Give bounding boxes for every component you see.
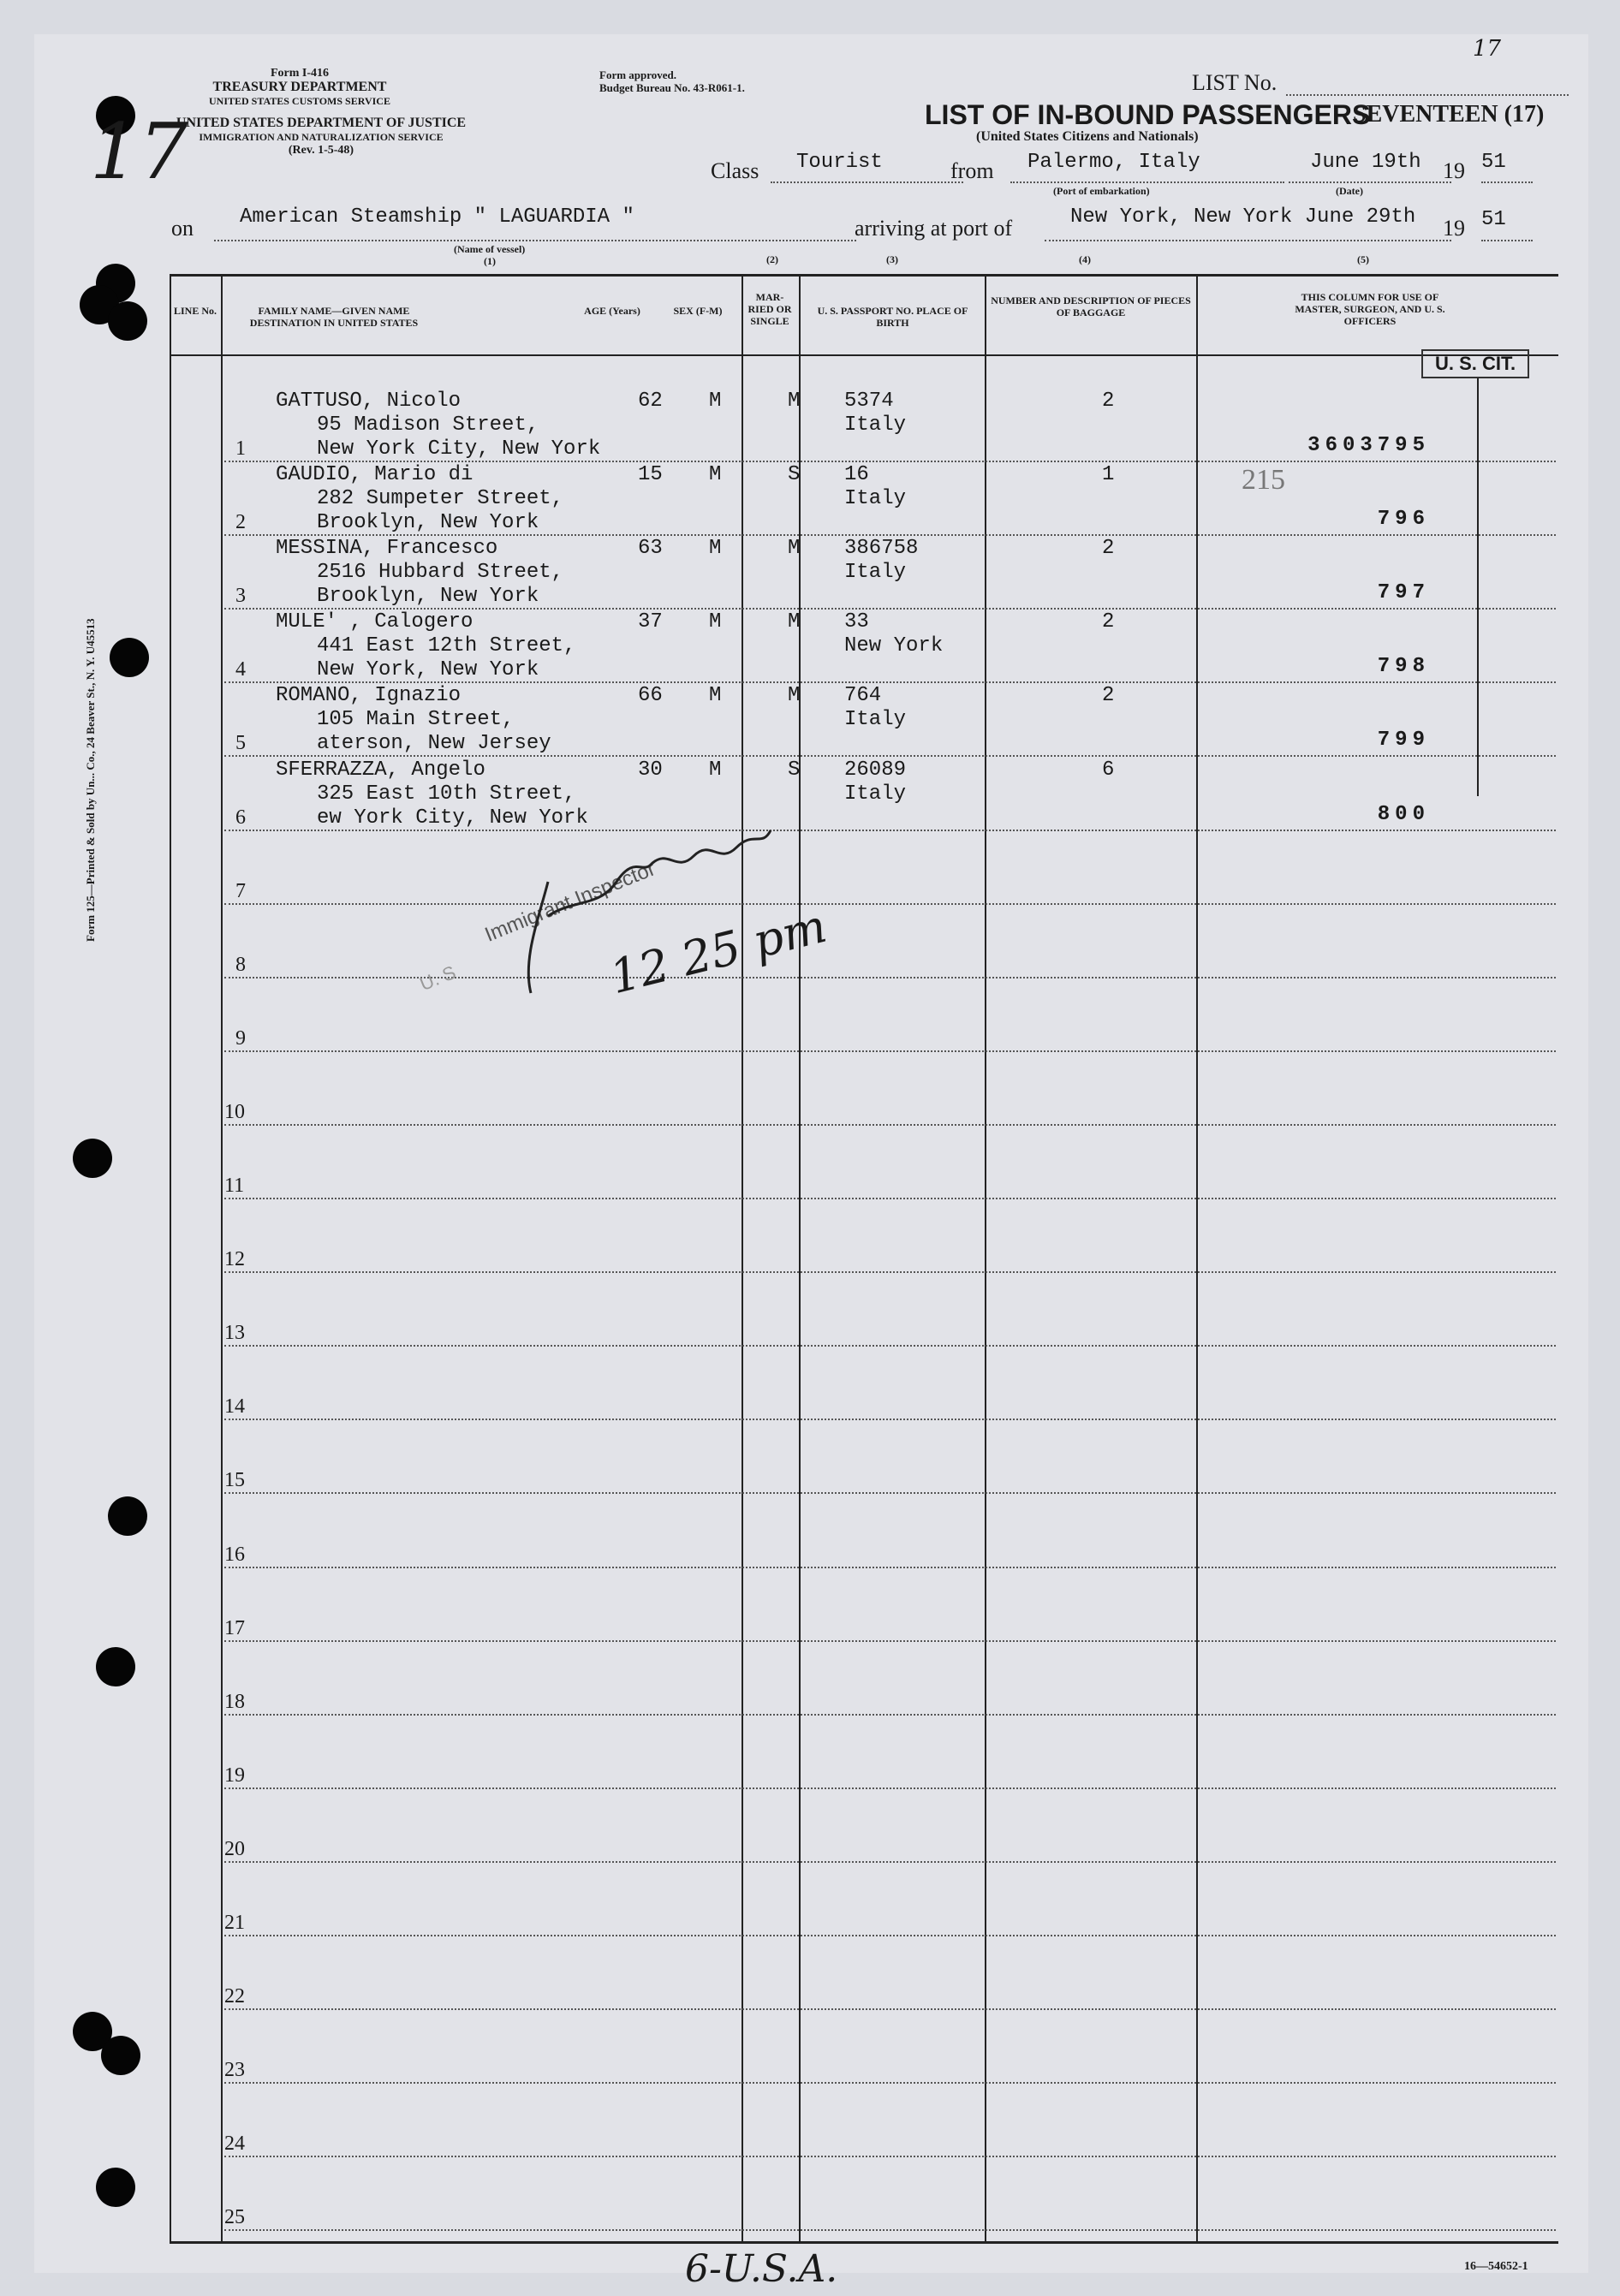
row-rule bbox=[224, 608, 1556, 610]
col-line bbox=[170, 274, 171, 2243]
passenger-birthplace: Italy bbox=[844, 782, 907, 806]
row-rule bbox=[224, 1271, 1556, 1273]
passenger-address: 2516 Hubbard Street, bbox=[317, 561, 564, 585]
row-rule bbox=[224, 2082, 1556, 2084]
passenger-city: New York City, New York bbox=[317, 437, 601, 461]
line-number: 6 bbox=[235, 806, 246, 829]
justice-dept: UNITED STATES DEPARTMENT OF JUSTICE bbox=[176, 116, 467, 130]
passenger-sex: M bbox=[709, 610, 722, 634]
passenger-baggage: 2 bbox=[1102, 684, 1115, 708]
handwritten-list-mark: 17 bbox=[1473, 36, 1502, 62]
col-header-line-no: LINE No. bbox=[173, 305, 217, 317]
passenger-age: 62 bbox=[638, 390, 663, 413]
passenger-name: SFERRAZZA, Angelo bbox=[276, 758, 485, 782]
passenger-cert-number: 799 bbox=[1377, 729, 1430, 752]
passenger-name: GATTUSO, Nicolo bbox=[276, 390, 462, 413]
row-rule bbox=[224, 1492, 1556, 1494]
departure-year: 51 bbox=[1481, 151, 1506, 174]
col-header-baggage: NUMBER AND DESCRIPTION OF PIECES OF BAGGAGE bbox=[991, 294, 1191, 318]
passenger-age: 15 bbox=[638, 463, 663, 487]
row-rule bbox=[224, 903, 1556, 905]
arrival-year: 51 bbox=[1481, 208, 1506, 231]
line-number: 20 bbox=[224, 1837, 245, 1860]
punch-hole bbox=[108, 301, 147, 341]
arrival-port: New York, New York June 29th bbox=[1070, 205, 1416, 229]
row-rule bbox=[224, 2156, 1556, 2157]
passenger-marital: M bbox=[788, 610, 801, 634]
us-citizen-stamp: U. S. CIT. bbox=[1421, 349, 1529, 378]
officer-subcol-line bbox=[1477, 377, 1479, 796]
passenger-birthplace: New York bbox=[844, 634, 944, 658]
punch-hole bbox=[108, 1496, 147, 1536]
page-title: LIST OF IN-BOUND PASSENGERS bbox=[925, 99, 1371, 130]
passenger-sex: M bbox=[709, 390, 722, 413]
passenger-baggage: 1 bbox=[1102, 463, 1115, 487]
line-number: 13 bbox=[224, 1322, 245, 1345]
row-rule bbox=[224, 1861, 1556, 1863]
passenger-passport: 33 bbox=[844, 610, 869, 634]
table-header-border bbox=[170, 354, 1558, 356]
passenger-city: Brooklyn, New York bbox=[317, 511, 539, 535]
line-number: 3 bbox=[235, 585, 246, 608]
row-rule bbox=[224, 1567, 1556, 1568]
budget-bureau: Budget Bureau No. 43-R061-1. bbox=[599, 81, 745, 94]
row-rule bbox=[224, 1935, 1556, 1936]
passenger-address: 105 Main Street, bbox=[317, 708, 515, 732]
passenger-cert-number: 800 bbox=[1377, 802, 1430, 826]
punch-hole bbox=[110, 638, 149, 677]
line-number: 23 bbox=[224, 2059, 245, 2082]
class-line bbox=[771, 181, 963, 183]
passenger-birthplace: Italy bbox=[844, 561, 907, 585]
passenger-birthplace: Italy bbox=[844, 708, 907, 732]
line-number: 25 bbox=[224, 2206, 245, 2229]
treasury-dept: TREASURY DEPARTMENT bbox=[212, 80, 387, 94]
table-top-border bbox=[170, 274, 1558, 277]
passenger-passport: 5374 bbox=[844, 390, 894, 413]
line-number: 19 bbox=[224, 1764, 245, 1787]
punch-hole bbox=[101, 2036, 140, 2075]
form-approved: Form approved. bbox=[599, 68, 677, 81]
from-label: from bbox=[950, 158, 994, 183]
passenger-marital: S bbox=[788, 758, 801, 782]
passenger-baggage: 6 bbox=[1102, 758, 1115, 782]
col-num-3: (3) bbox=[886, 253, 898, 265]
passenger-baggage: 2 bbox=[1102, 537, 1115, 561]
passenger-marital: M bbox=[788, 390, 801, 413]
arrival-year-prefix: 19 bbox=[1443, 216, 1465, 241]
passenger-sex: M bbox=[709, 537, 722, 561]
year-line bbox=[1481, 181, 1533, 183]
vessel-name: American Steamship " LAGUARDIA " bbox=[240, 205, 634, 229]
passenger-cert-number: 798 bbox=[1377, 655, 1430, 679]
passenger-age: 66 bbox=[638, 684, 663, 708]
passenger-name: MULE' , Calogero bbox=[276, 610, 473, 634]
col-header-married: MAR-RIED OR SINGLE bbox=[747, 291, 792, 327]
passenger-address: 282 Sumpeter Street, bbox=[317, 487, 564, 511]
list-number: SEVENTEEN (17) bbox=[1353, 101, 1545, 128]
row-rule bbox=[224, 1198, 1556, 1199]
on-label: on bbox=[171, 216, 194, 241]
line-number: 4 bbox=[235, 658, 246, 681]
col-num-1: (1) bbox=[484, 255, 496, 267]
line-number: 14 bbox=[224, 1395, 245, 1419]
col-line bbox=[742, 274, 743, 2243]
passenger-passport: 764 bbox=[844, 684, 882, 708]
vessel-line bbox=[214, 240, 856, 241]
punch-hole bbox=[73, 1139, 112, 1178]
class-value: Tourist bbox=[796, 151, 883, 174]
passenger-cert-number: 3603795 bbox=[1307, 434, 1430, 457]
passenger-age: 30 bbox=[638, 758, 663, 782]
table-bottom-border bbox=[170, 2241, 1558, 2244]
col-line bbox=[985, 274, 986, 2243]
row-rule bbox=[224, 1050, 1556, 1052]
passenger-sex: M bbox=[709, 684, 722, 708]
arriving-label: arriving at port of bbox=[855, 216, 1013, 241]
line-number: 24 bbox=[224, 2132, 245, 2156]
line-number: 8 bbox=[235, 953, 246, 976]
handwritten-215: 215 bbox=[1242, 464, 1285, 496]
row-rule bbox=[224, 1640, 1556, 1642]
line-number: 22 bbox=[224, 1985, 245, 2008]
punch-hole bbox=[96, 2168, 135, 2207]
row-rule bbox=[224, 1714, 1556, 1716]
from-value: Palermo, Italy bbox=[1027, 151, 1200, 174]
printer-imprint: Form 125—Printed & Sold by Un... Co., 24 Beaver St., N. Y. U45513 bbox=[84, 618, 97, 942]
line-number: 5 bbox=[235, 732, 246, 755]
passenger-marital: M bbox=[788, 537, 801, 561]
col-header-officers: THIS COLUMN FOR USE OF MASTER, SURGEON, AND U. S. OFFICERS bbox=[1295, 291, 1445, 327]
row-rule bbox=[224, 534, 1556, 536]
year-prefix: 19 bbox=[1443, 158, 1465, 183]
col-num-2: (2) bbox=[766, 253, 778, 265]
passenger-address: 95 Madison Street, bbox=[317, 413, 539, 437]
row-rule bbox=[224, 1124, 1556, 1126]
col-num-5: (5) bbox=[1357, 253, 1369, 265]
line-number: 10 bbox=[224, 1100, 245, 1123]
passenger-name: GAUDIO, Mario di bbox=[276, 463, 473, 487]
row-rule bbox=[224, 830, 1556, 831]
line-number: 1 bbox=[235, 437, 246, 460]
row-rule bbox=[224, 2229, 1556, 2231]
col-header-age: AGE (Years) bbox=[584, 305, 640, 317]
passenger-marital: M bbox=[788, 684, 801, 708]
immigration-service: IMMIGRATION AND NATURALIZATION SERVICE bbox=[199, 131, 444, 143]
departure-date: June 19th bbox=[1310, 151, 1421, 174]
line-number: 12 bbox=[224, 1248, 245, 1271]
col-header-name: FAMILY NAME—GIVEN NAME DESTINATION IN UNITED STATES bbox=[249, 305, 419, 329]
row-rule bbox=[224, 1419, 1556, 1420]
passenger-birthplace: Italy bbox=[844, 487, 907, 511]
line-number: 11 bbox=[224, 1175, 245, 1197]
passenger-baggage: 2 bbox=[1102, 390, 1115, 413]
list-no-label: LIST No. bbox=[1192, 70, 1278, 95]
form-code: 16—54652-1 bbox=[1464, 2260, 1528, 2273]
passenger-age: 63 bbox=[638, 537, 663, 561]
inspector-stamp: Immigrant Inspector bbox=[481, 857, 659, 947]
manifest-page bbox=[34, 34, 1588, 2291]
passenger-city: ew York City, New York bbox=[317, 806, 588, 830]
us-stamp-prefix: U. S bbox=[416, 961, 459, 996]
customs-service: UNITED STATES CUSTOMS SERVICE bbox=[209, 95, 390, 107]
col-header-sex: SEX (F-M) bbox=[673, 305, 723, 317]
passenger-marital: S bbox=[788, 463, 801, 487]
passenger-sex: M bbox=[709, 463, 722, 487]
page-subtitle: (United States Citizens and Nationals) bbox=[976, 129, 1199, 144]
passenger-city: aterson, New Jersey bbox=[317, 732, 551, 756]
handwritten-time: 12 25 pm bbox=[605, 898, 832, 1005]
passenger-passport: 386758 bbox=[844, 537, 919, 561]
passenger-baggage: 2 bbox=[1102, 610, 1115, 634]
line-number: 2 bbox=[235, 511, 246, 534]
row-rule bbox=[224, 461, 1556, 462]
line-number: 17 bbox=[224, 1616, 245, 1639]
form-number: Form I-416 bbox=[270, 67, 330, 80]
vessel-caption: (Name of vessel) bbox=[454, 243, 526, 255]
passenger-passport: 26089 bbox=[844, 758, 907, 782]
passenger-cert-number: 797 bbox=[1377, 581, 1430, 605]
line-number: 9 bbox=[235, 1026, 246, 1050]
col-line bbox=[221, 274, 223, 2243]
date-line bbox=[1289, 181, 1451, 183]
passenger-city: New York, New York bbox=[317, 658, 539, 682]
arrival-line bbox=[1045, 240, 1451, 241]
col-header-passport: U. S. PASSPORT NO. PLACE OF BIRTH bbox=[817, 305, 968, 329]
col-line bbox=[1196, 274, 1198, 2243]
col-num-4: (4) bbox=[1079, 253, 1091, 265]
punch-hole bbox=[96, 1647, 135, 1686]
passenger-name: ROMANO, Ignazio bbox=[276, 684, 462, 708]
passenger-name: MESSINA, Francesco bbox=[276, 537, 498, 561]
passenger-sex: M bbox=[709, 758, 722, 782]
passenger-birthplace: Italy bbox=[844, 413, 907, 437]
embarkation-caption: (Port of embarkation) bbox=[1053, 185, 1150, 197]
row-rule bbox=[224, 1345, 1556, 1347]
class-label: Class bbox=[711, 158, 759, 183]
date-caption: (Date) bbox=[1336, 185, 1363, 197]
row-rule bbox=[224, 2008, 1556, 2010]
passenger-address: 325 East 10th Street, bbox=[317, 782, 576, 806]
revision-date: (Rev. 1-5-48) bbox=[288, 144, 354, 157]
from-line bbox=[1010, 181, 1284, 183]
passenger-address: 441 East 12th Street, bbox=[317, 634, 576, 658]
line-number: 21 bbox=[224, 1912, 245, 1934]
passenger-age: 37 bbox=[638, 610, 663, 634]
handwritten-page-mark: 17 bbox=[90, 107, 188, 197]
line-number: 16 bbox=[224, 1543, 245, 1566]
row-rule bbox=[224, 755, 1556, 757]
passenger-city: Brooklyn, New York bbox=[317, 585, 539, 609]
arrival-year-line bbox=[1481, 240, 1533, 241]
list-no-line bbox=[1286, 94, 1569, 96]
line-number: 18 bbox=[224, 1690, 245, 1713]
passenger-passport: 16 bbox=[844, 463, 869, 487]
footer-handwriting: 6-U.S.A. bbox=[685, 2247, 838, 2291]
line-number: 15 bbox=[224, 1469, 245, 1492]
row-rule bbox=[224, 1787, 1556, 1789]
passenger-cert-number: 796 bbox=[1377, 508, 1430, 532]
line-number: 7 bbox=[235, 879, 246, 902]
col-line bbox=[799, 274, 801, 2243]
row-rule bbox=[224, 681, 1556, 683]
